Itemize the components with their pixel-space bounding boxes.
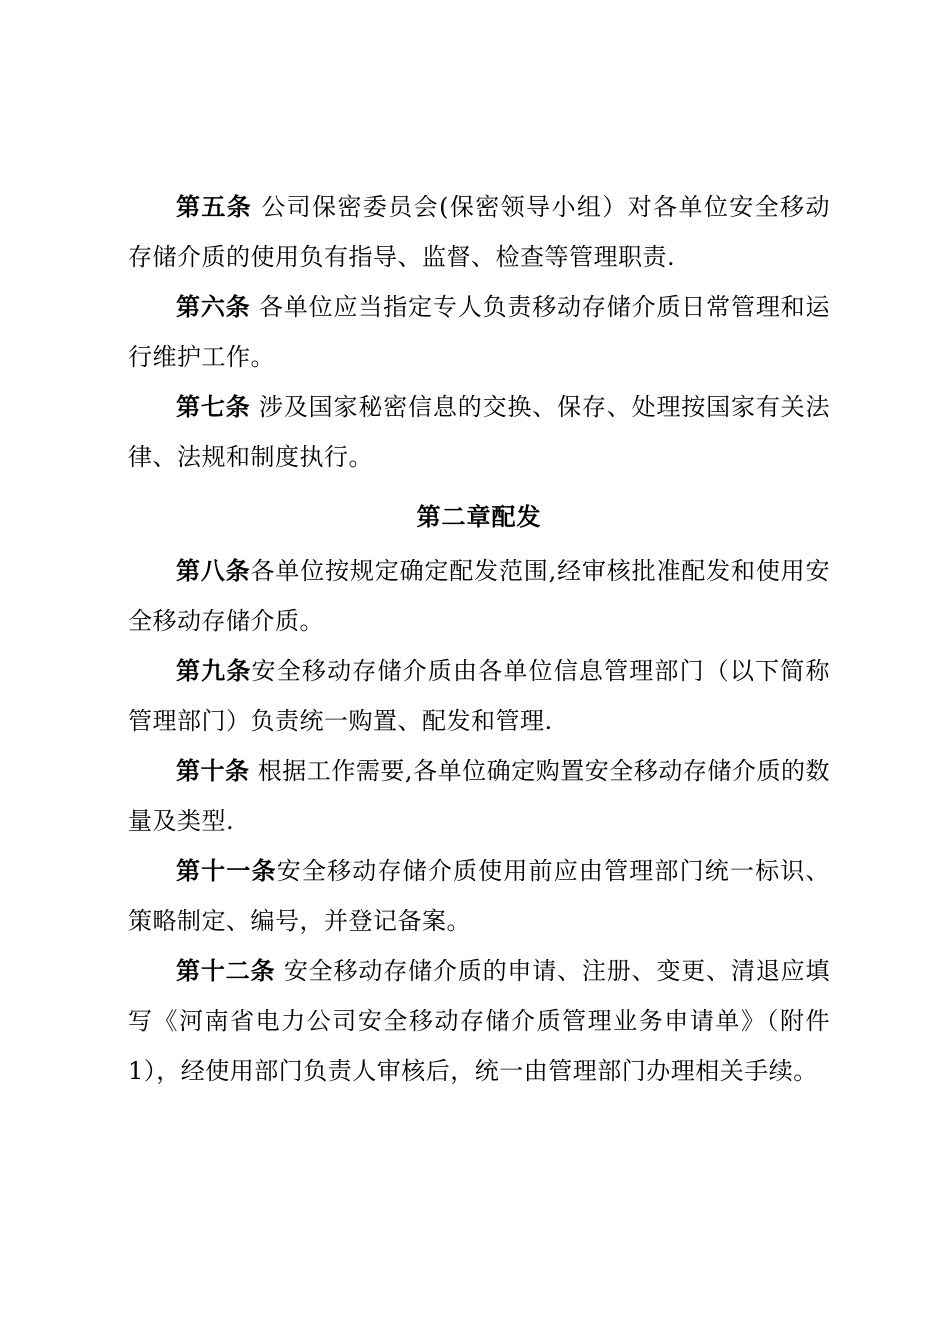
article-text: 各单位应当指定专人负责移动存储介质日常管理和运行维护工作。 — [128, 293, 830, 371]
article-12 — [128, 946, 830, 1096]
article-7 — [128, 382, 830, 482]
article-text: 根据工作需要,各单位确定购置安全移动存储介质的数量及类型. — [128, 757, 831, 835]
article-text: 安全移动存储介质使用前应由管理部门统一标识、策略制定、编号，并登记备案。 — [128, 857, 831, 935]
article-10 — [128, 746, 830, 846]
article-11 — [128, 846, 830, 946]
chapter-title: 第二章配发 — [416, 503, 542, 531]
article-label: 第十一条 — [176, 857, 277, 885]
article-label: 第七条 — [176, 393, 251, 421]
article-9 — [128, 646, 830, 746]
article-text: 各单位按规定确定配发范围,经审核批准配发和使用安全移动存储介质。 — [128, 557, 830, 635]
article-label: 第五条 — [176, 193, 253, 221]
document-body — [128, 182, 830, 1096]
article-text: 涉及国家秘密信息的交换、保存、处理按国家有关法律、法规和制度执行。 — [128, 393, 830, 471]
article-label: 第九条 — [176, 657, 252, 685]
article-text: 公司保密委员会(保密领导小组）对各单位安全移动存储介质的使用负有指导、监督、检查等管理职责. — [128, 193, 830, 271]
article-6 — [128, 282, 830, 382]
article-8 — [128, 546, 830, 646]
article-text: 安全移动存储介质的申请、注册、变更、清退应填写《河南省电力公司安全移动存储介质管理业务申请单》（附件1），经使用部门负责人审核后，统一由管理部门办理相关手续。 — [128, 957, 830, 1085]
article-text: 安全移动存储介质由各单位信息管理部门（以下简称管理部门）负责统一购置、配发和管理. — [128, 657, 831, 735]
article-5 — [128, 182, 830, 282]
article-label: 第八条 — [176, 557, 251, 585]
article-label: 第十二条 — [176, 957, 276, 985]
article-label: 第十条 — [176, 757, 250, 785]
article-label: 第六条 — [176, 293, 251, 321]
